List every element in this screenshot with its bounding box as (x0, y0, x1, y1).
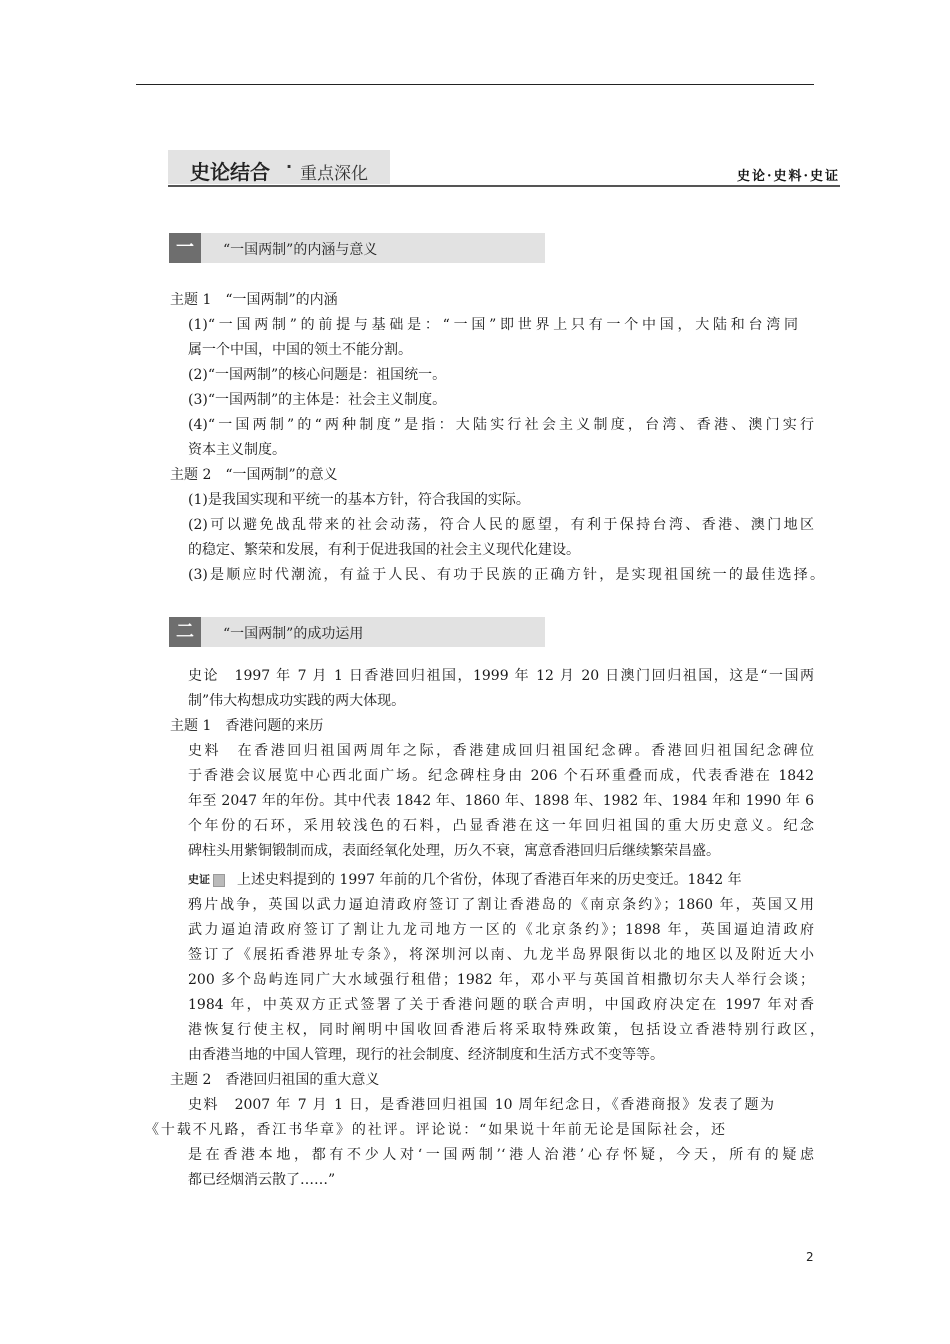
paragraph-line: 资本主义制度。 (188, 442, 286, 458)
paragraph-line: 的稳定、繁荣和发展，有利于促进我国的社会主义现代化建设。 (188, 542, 580, 558)
header-underline (168, 185, 840, 187)
header-title-box (168, 150, 390, 184)
section-heading-1 (169, 233, 545, 263)
topic-heading: 主题 1 “一国两制”的内涵 (170, 292, 338, 308)
paragraph-line: 属一个中国，中国的领土不能分割。 (188, 342, 412, 358)
paragraph-line: 制”伟大构想成功实践的两大体现。 (188, 693, 406, 709)
paragraph-line: 1984 年，中英双方正式签署了关于香港问题的联合声明，中国政府决定在 1997 年对香 (188, 997, 814, 1013)
paragraph-line: 史论 1997 年 7 月 1 日香港回归祖国，1999 年 12 月 20 日澳门回归祖国，这是“一国两 (188, 668, 814, 684)
paragraph-line: (1)“一国两制”的前提与基础是：“一国”即世界上只有一个中国，大陆和台湾同 (188, 317, 798, 333)
paragraph-line: 武力逼迫清政府签订了割让九龙司地方一区的《北京条约》；1898 年，英国逼迫清政府 (188, 922, 814, 938)
paragraph-line: (3)是顺应时代潮流，有益于人民、有功于民族的正确方针，是实现祖国统一的最佳选择。 (188, 567, 824, 583)
section-title-1: “一国两制”的内涵与意义 (223, 242, 378, 258)
evidence-line (188, 870, 742, 890)
paragraph-line: 签订了《展拓香港界址专条》，将深圳河以南、九龙半岛界限街以北的地区以及附近大小 (188, 947, 814, 963)
paragraph-line: 年至 2047 年的年份。其中代表 1842 年、1860 年、1898 年、1982 年、1984 年和 1990 年 6 (188, 793, 814, 809)
top-rule (136, 84, 814, 85)
paragraph-line: 史料 在香港回归祖国两周年之际，香港建成回归祖国纪念碑。香港回归祖国纪念碑位 (188, 743, 814, 759)
header-subtitle: 重点深化 (300, 164, 368, 184)
paragraph-line: 是在香港本地，都有不少人对‘一国两制’‘港人治港’心存怀疑，今天，所有的疑虑 (188, 1147, 814, 1163)
paragraph-line: 200 多个岛屿连同广大水域强行租借；1982 年，邓小平与英国首相撒切尔夫人举行会谈； (188, 972, 814, 988)
paragraph-line: (3)“一国两制”的主体是：社会主义制度。 (188, 392, 447, 408)
paragraph-text: 上述史料提到的 1997 年前的几个省份，体现了香港百年来的历史变迁。1842 年 (237, 872, 742, 888)
paragraph-line: 碑柱头用紫铜锻制而成，表面经氧化处理，历久不衰，寓意香港回归后继续繁荣昌盛。 (188, 843, 720, 859)
arrow-icon (213, 874, 225, 887)
paragraph-line: (1)是我国实现和平统一的基本方针，符合我国的实际。 (188, 492, 530, 508)
page-number: 2 (806, 1250, 814, 1264)
section-number-1: 一 (169, 233, 201, 263)
paragraph-line: 鸦片战争，英国以武力逼迫清政府签订了割让香港岛的《南京条约》；1860 年，英国又用 (188, 897, 814, 913)
page-header (168, 150, 840, 188)
evidence-tag: 史证 (188, 873, 210, 886)
header-right-tag: 史论·史料·史证 (736, 169, 840, 184)
paragraph-line: (2)可以避免战乱带来的社会动荡，符合人民的愿望，有利于保持台湾、香港、澳门地区 (188, 517, 814, 533)
header-dot: · (286, 157, 293, 176)
paragraph-line: 由香港当地的中国人管理，现行的社会制度、经济制度和生活方式不变等等。 (188, 1047, 664, 1063)
paragraph-line: (2)“一国两制”的核心问题是：祖国统一。 (188, 367, 447, 383)
paragraph-line: 港恢复行使主权，同时阐明中国收回香港后将采取特殊政策，包括设立香港特别行政区， (188, 1022, 824, 1038)
section-number-2: 二 (169, 617, 201, 647)
section-heading-2 (169, 617, 545, 647)
topic-heading: 主题 1 香港问题的来历 (170, 718, 324, 734)
paragraph-line: 都已经烟消云散了……” (188, 1172, 336, 1188)
paragraph-line: 史料 2007 年 7 月 1 日，是香港回归祖国 10 周年纪念日，《香港商报》发表了题为 (188, 1097, 774, 1113)
header-title: 史论结合 (190, 160, 270, 184)
paragraph-line: (4)“一国两制”的“两种制度”是指：大陆实行社会主义制度，台湾、香港、澳门实行 (188, 417, 814, 433)
paragraph-line: 于香港会议展览中心西北面广场。纪念碑柱身由 206 个石环重叠而成，代表香港在 1842 (188, 768, 814, 784)
paragraph-line: 个年份的石环，采用较浅色的石料，凸显香港在这一年回归祖国的重大历史意义。纪念 (188, 818, 814, 834)
paragraph-line: 《十载不凡路，香江书华章》的社评。评论说：“如果说十年前无论是国际社会，还 (145, 1122, 725, 1138)
section-title-2: “一国两制”的成功运用 (223, 626, 364, 642)
topic-heading: 主题 2 “一国两制”的意义 (170, 467, 338, 483)
topic-heading: 主题 2 香港回归祖国的重大意义 (170, 1072, 380, 1088)
